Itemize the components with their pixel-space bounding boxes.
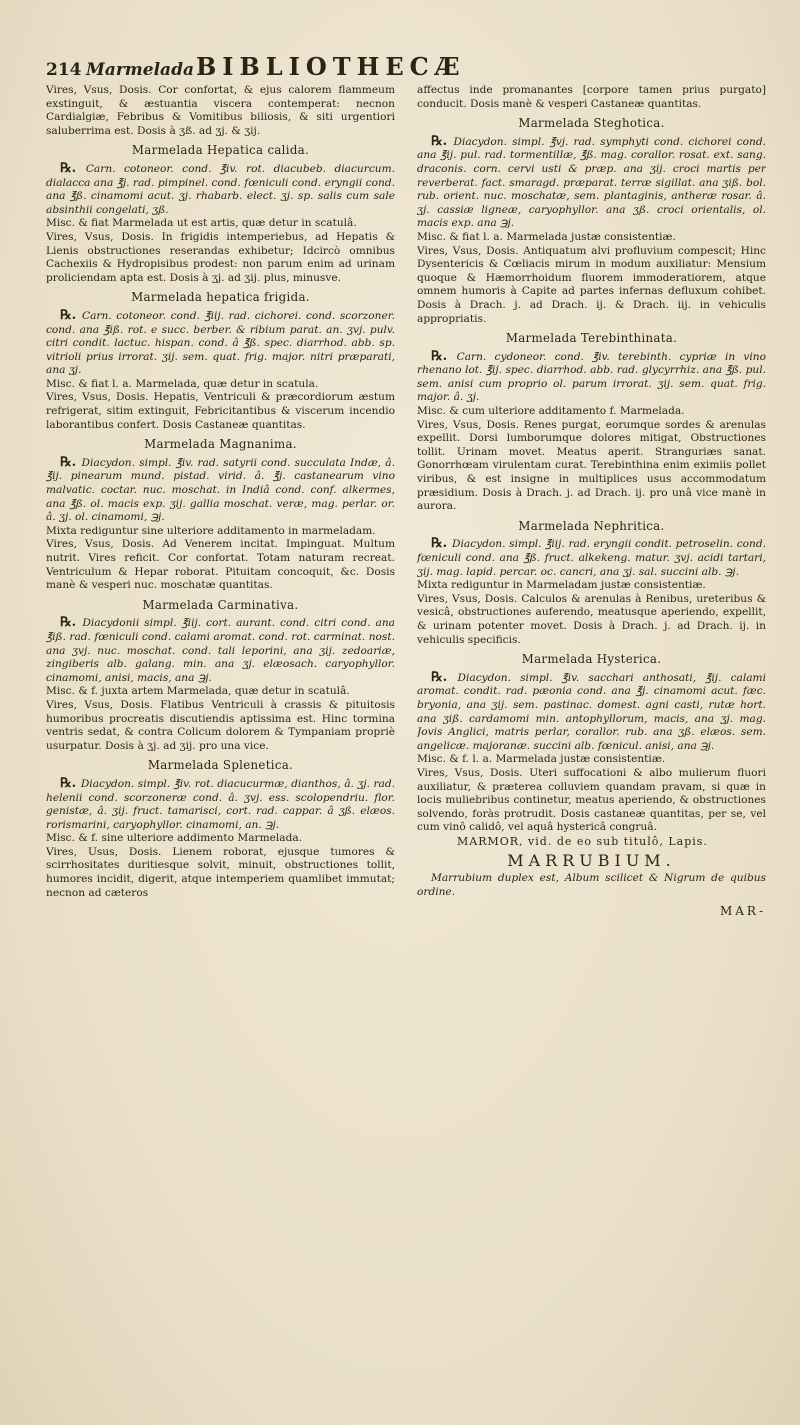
mixing-instruction: Misc. & cum ulteriore additamento f. Marmelada. bbox=[417, 405, 685, 418]
section-heading: Marmelada Terebinthinata. bbox=[505, 331, 678, 346]
paragraph: Vires, Vsus, Dosis. In frigidis intemperiebus, ad Hepatis & Lienis obstructiones reserandas exhibetur; Idcircò omnibus Cachexiis & Hydropisibus prodest: non parum enim ad urinam proliciendam apta est. Dosis à ʒj. ad ʒij. plus, minusve. bbox=[46, 230, 395, 284]
right-column bbox=[417, 84, 766, 919]
mixing-instruction: Misc. & f. l. a. Marmelada justæ consistentiæ. bbox=[417, 753, 666, 766]
running-head bbox=[46, 52, 766, 82]
paragraph: Vires, Vsus, Dosis. Ad Venerem incitat. Impinguat. Multum nutrit. Vires reficit. Cor confortat. Totam naturam recreat. Ventriculum & Hepar roborat. Pituitam concoquit, &c. Dosis manè & vesperi nuc. moschatæ quantitas. bbox=[46, 538, 395, 592]
recipe-symbol: ℞. bbox=[431, 669, 458, 685]
running-head-title: BIBLIOTHECÆ bbox=[196, 52, 466, 81]
recipe: ℞. Carn. cotoneor. cond. ℥iv. rot. diacubeb. diacurcum. dialacca ana ℥j. rad. pimpinel. cond. fœniculi cond. eryngii cond. ana ℥ß. cinamomi acut. ʒj. rhabarb. elect. ʒj. sp. salis cum sale absinthii congelati, ʒß. bbox=[46, 160, 395, 216]
paragraph: Vires, Vsus, Dosis. Cor confortat, & ejus calorem flammeum exstinguit, & æstuantia viscera contemperat: necnon Cardialgiæ, Febribus & Vomitibus biliosis, & siti urgentiori saluberrima est. Dosis à ʒß. ad ʒj. & ʒij. bbox=[46, 84, 395, 137]
recipe-symbol: ℞. bbox=[60, 454, 82, 470]
mixing-instruction: Mixta rediguntur in Marmeladam justæ consistentiæ. bbox=[417, 579, 706, 592]
left-column bbox=[46, 84, 395, 919]
section-heading: Marmelada Hysterica. bbox=[521, 652, 662, 667]
recipe-symbol: ℞. bbox=[431, 348, 457, 364]
section-heading: Marmelada Nephritica. bbox=[518, 518, 665, 533]
recipe: ℞. Diacydonii simpl. ℥iij. cort. aurant. cond. citri cond. ana ℥iß. rad. fœniculi cond. calami aromat. cond. rot. carminat. nost. ana ʒvj. nuc. moschat. cond. tali leporini, ana ʒij. zedoariæ, zingiberis alb. galang. min. ana ʒj. elæosach. caryophyllor. cinamomi, anisi, macis, ana ℈j. bbox=[46, 615, 395, 684]
recipe: ℞. Diacydon. simpl. ℥iij. rad. eryngii condit. petroselin. cond. fœniculi cond. ana ℥ß. fruct. alkekeng. matur. ʒvj. acidi tartari, ʒij. mag. lapid. percar. oc. cancri, ana ʒj. sal. succini alb. ℈j. bbox=[417, 536, 766, 578]
mixing-instruction: Misc. & f. sine ulteriore addimento Marmelada. bbox=[46, 832, 303, 845]
paragraph: Vires, Usus, Dosis. Lienem roborat, ejusque tumores & scirrhositates duritiesque solvit, minuit, obstructiones tollit, humores incidit, digerit, atque intemperiem quamlibet immutat; necnon ad cæteros bbox=[46, 845, 395, 899]
mixing-instruction: Misc. & fiat l. a. Marmelada, quæ detur in scatula. bbox=[46, 377, 319, 390]
section-heading: Marmelada Splenetica. bbox=[147, 758, 294, 773]
recipe-symbol: ℞. bbox=[60, 615, 83, 631]
mixing-instruction: Misc. & fiat Marmelada ut est artis, quæ detur in scatulâ. bbox=[46, 217, 357, 230]
recipe: ℞. Carn. cotoneor. cond. ℥iij. rad. cichorei. cond. scorzoner. cond. ana ℥iß. rot. e succ. berber. & ribium parat. an. ʒvj. pulv. citri condit. lactuc. hispan. cond. â ℥ß. spec. diarrhod. abb. sp. vitrioli prius irrorat. ʒij. sem. quat. frig. major. nitri præparati, ana ʒj. bbox=[46, 307, 395, 377]
recipe: ℞. Diacydon. simpl. ℥iv. rot. diacucurmæ, dianthos, â. ʒj. rad. helenii cond. scorzoneræ cond. â. ʒvj. ess. scolopendriu. flor. genistæ, â. ʒij. fruct. tamarisci, cort. rad. cappar. â ʒß. elæos. rorismarini, caryophyllor. cinamomi, an. ℈j. bbox=[46, 775, 395, 831]
mixing-instruction: Misc. & f. juxta artem Marmelada, quæ detur in scatulâ. bbox=[46, 685, 350, 698]
recipe: ℞. Diacydon. simpl. ℥iv. rad. satyrii cond. succulata Indæ, â. ℥ij. pinearum mund. pistad. virid. â. ℥j. castanearum vino malvatic. coctar. nuc. moschat. in Indiâ cond. conf. alkermes, ana ℥ß. ol. macis exp. ʒij. gallia moschat. veræ, mag. perlar. or. â. ʒj. ol. cinamomi, ℈j. bbox=[46, 454, 395, 524]
recipe-symbol: ℞. bbox=[431, 133, 454, 149]
paragraph: Vires, Vsus, Dosis. Uteri suffocationi & albo mulierum fluori auxiliatur, & præterea colluviem quandam pravam, si quæ in locis muliebribus continetur, meatus aperiendo, & obstructiones solvendo, foràs protrudit. Dosis castaneæ quantitas, per se, vel cum vinô calidô, vel aquâ hystericâ congruâ. bbox=[417, 766, 766, 834]
paragraph: Vires, Vsus, Dosis. Flatibus Ventriculi à crassis & pituitosis humoribus procreatis discutiendis aptissima est. Hinc tormina ventris sedat, & contra Colicum dolorem & Tympaniam propriè usurpatur. Dosis à ʒj. ad ʒij. pro una vice. bbox=[46, 698, 395, 752]
paragraph: Vires, Vsus, Dosis. Calculos & arenulas à Renibus, ureteribus & vesicâ, obstructiones auferendo, meatusque aperiendo, expellit, & urinam potenter movet. Dosis à Drach. j. ad Drach. ij. in vehiculis specificis. bbox=[417, 592, 766, 646]
section-heading: Marmelada Magnanima. bbox=[144, 437, 297, 452]
paragraph: affectus inde promanantes [corpore tamen prius purgato] conducit. Dosis manè & vesperi Castaneæ quantitas. bbox=[417, 84, 766, 110]
section-heading: Marmelada hepatica frigida. bbox=[131, 290, 310, 305]
section-heading: Marmelada Hepatica calida. bbox=[131, 143, 310, 158]
recipe-symbol: ℞. bbox=[60, 307, 82, 323]
mixing-instruction: Mixta rediguntur sine ulteriore additamento in marmeladam. bbox=[46, 524, 376, 537]
section-heading: Marmelada Steghotica. bbox=[518, 116, 665, 131]
recipe-symbol: ℞. bbox=[431, 536, 453, 552]
cross-reference: MARMOR, vid. de eo sub titulô, Lapis. bbox=[457, 834, 708, 848]
mixing-instruction: Misc. & fiat l. a. Marmelada justæ consistentiæ. bbox=[417, 230, 676, 243]
page-number: 214 bbox=[46, 60, 82, 80]
paragraph: Marrubium duplex est, Album scilicet & Nigrum de quibus ordine. bbox=[417, 872, 766, 898]
paragraph: Vires, Vsus, Dosis. Renes purgat, eorumque sordes & arenulas expellit. Dorsi lumborumque dolores mitigat, Obstructiones tollit. Urinam movet. Meatus aperit. Stranguriæs sanat. Gonorrhœam virulentam curat. Terebinthina enim eximiis pollet viribus, & est insigne in multiplices usus accommodatum præsidium. Dosis à Drach. j. ad Drach. ij. pro unâ vice manè in aurora. bbox=[417, 418, 766, 513]
recipe-symbol: ℞. bbox=[60, 775, 81, 791]
entry-heading: MARRUBIUM. bbox=[507, 851, 676, 871]
catchword: MAR- bbox=[719, 904, 766, 919]
recipe: ℞. Carn. cydoneor. cond. ℥iv. terebinth. cypriæ in vino rhenano lot. ℥ij. spec. diarrhod. abb. rad. glycyrrhiz. ana ℥ß. pul. sem. anisi cum proprio ol. parum irrorat. ʒij. sem. quat. frig. major. â. ʒj. bbox=[417, 348, 766, 404]
running-head-left: Marmelada bbox=[86, 60, 194, 80]
recipe-symbol: ℞. bbox=[60, 160, 86, 176]
paragraph: Vires, Vsus, Dosis. Antiquatum alvi profluvium compescit; Hinc Dysentericis & Cœliacis mirum in modum auxiliatur: Mensium quoque & Hæmorrhoidum fluorem immoderatiorem, atque omnem humoris à Capite ad partes infernas defluxum cohibet. Dosis à Drach. j. ad Drach. ij. & Drach. iij. in vehiculis appropriatis. bbox=[417, 244, 766, 325]
section-heading: Marmelada Carminativa. bbox=[142, 597, 299, 612]
paragraph: Vires, Vsus, Dosis. Hepatis, Ventriculi & præcordiorum æstum refrigerat, sitim extinguit, Febricitantibus & viscerum incendio laborantibus confert. Dosis Castaneæ quantitas. bbox=[46, 391, 395, 431]
recipe: ℞. Diacydon. simpl. ℥vj. rad. symphyti cond. cichorei cond. ana ℥ij. pul. rad. tormentillæ, ℥ß. mag. corallor. rosat. ext. sang. draconis. corn. cervi usti & præp. ana ʒij. croci martis per reverberat. fact. smaragd. præparat. terræ sigillat. ana ʒiß. bol. rub. orient. nuc. moschatæ, sem. plantaginis, antheræ rosar. â. ʒj. cassiæ ligneæ, caryophyllor. ana ʒß. croci orientalis, ol. macis exp. ana ℈j. bbox=[417, 133, 766, 230]
recipe: ℞. Diacydon. simpl. ℥iv. sacchari anthosati, ℥ij. calami aromat. condit. rad. pæonia cond. ana ℥j. cinamomi acut. fæc. bryonia, ana ʒij. sem. pastinac. domest. agni casti, rutæ hort. ana ʒiß. cardamomi min. antophyllorum, macis, ana ʒj. mag. Jovis Anglici, matris perlar, corallor. rub. ana ʒß. elæos. sem. angelicæ. majoranæ. succini alb. fœnicul. anisi, ana ℈j. bbox=[417, 669, 766, 752]
